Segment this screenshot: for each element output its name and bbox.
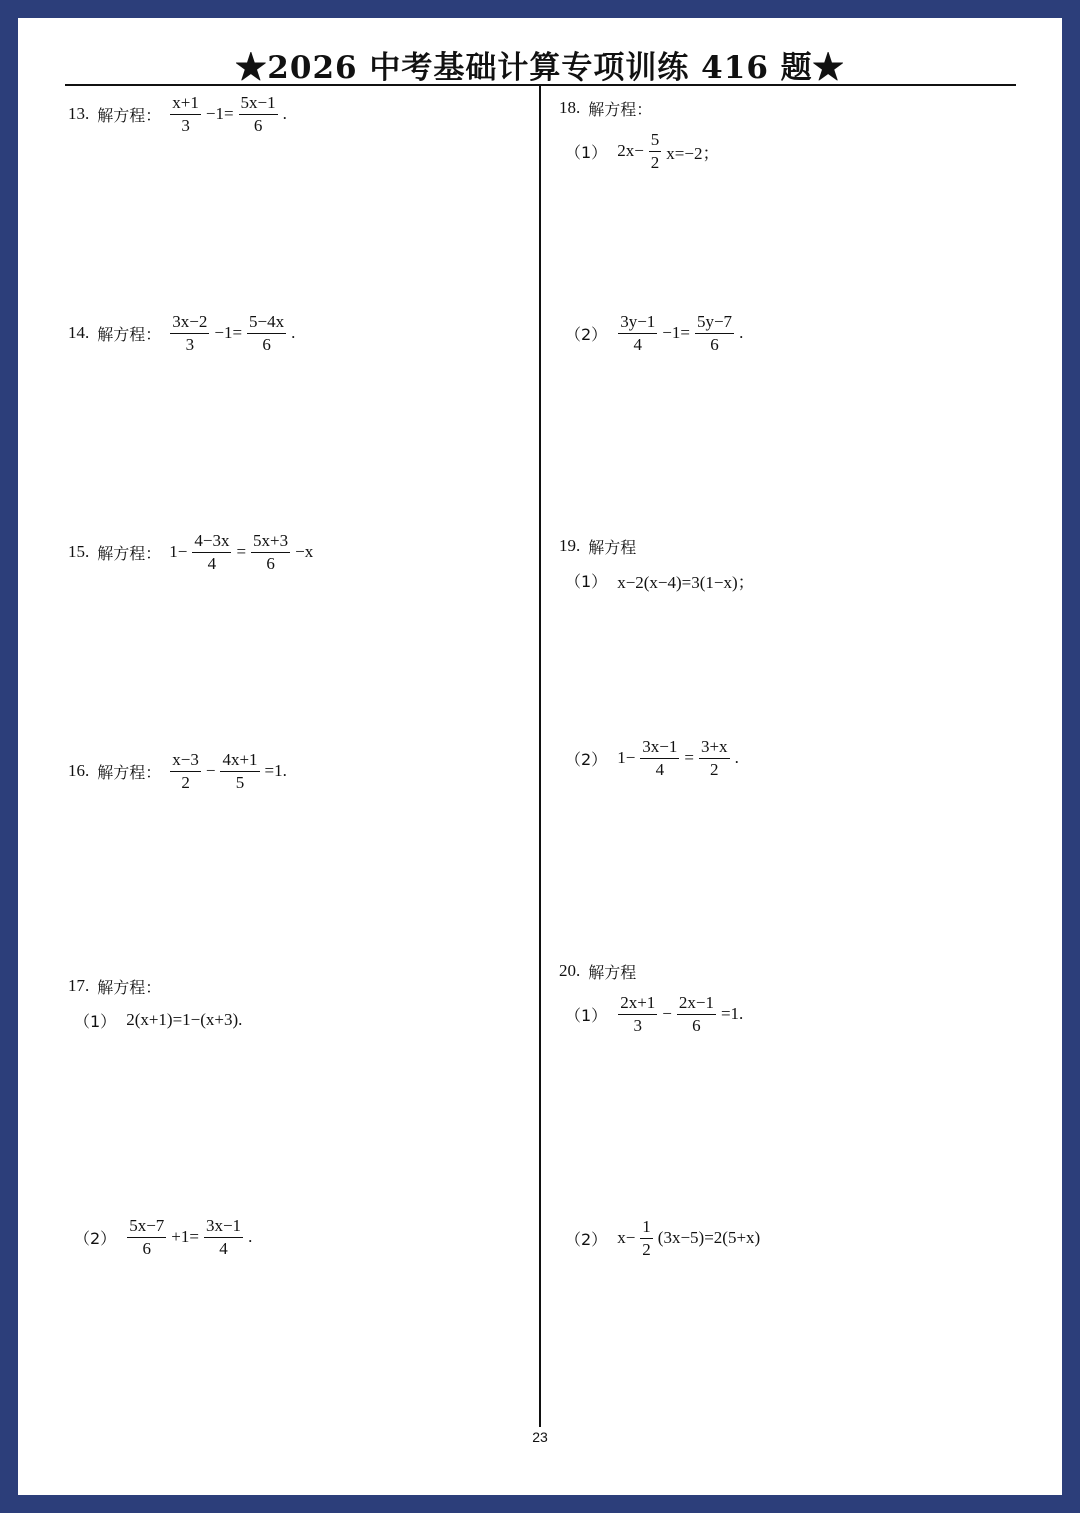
fraction	[192, 532, 231, 573]
numerator: 3y−1	[618, 313, 657, 334]
denominator: 5	[235, 772, 245, 792]
sub-problem-2	[559, 309, 745, 357]
equation-start: 1−	[617, 748, 636, 767]
sub-problem-2	[559, 734, 741, 782]
denominator: 2	[650, 152, 660, 172]
problem-13	[68, 90, 289, 138]
equation-end: x=−2；	[666, 143, 720, 163]
problem-number: 19.	[559, 536, 581, 555]
fraction	[618, 313, 657, 354]
numerator: x−3	[170, 751, 201, 772]
numerator: 4x+1	[220, 751, 259, 772]
fraction	[170, 94, 201, 135]
problem-19	[559, 533, 757, 595]
fraction	[695, 313, 734, 354]
problem-label: 解方程	[588, 537, 637, 557]
sub-number: （1）	[565, 142, 608, 162]
numerator: 3+x	[699, 738, 730, 759]
denominator: 4	[219, 1238, 228, 1258]
operator: −	[205, 761, 216, 780]
equation-end: =1.	[264, 761, 287, 780]
sub-number: （1）	[74, 1011, 117, 1031]
problem-20-part-2	[559, 1214, 762, 1262]
sub-problem-1	[559, 990, 745, 1038]
denominator: 6	[253, 115, 263, 135]
denominator: 2	[181, 772, 190, 792]
equation-end: .	[282, 104, 287, 123]
problem-18-part-2	[559, 309, 745, 357]
problem-17	[68, 973, 244, 1035]
problem-19-part-2	[559, 734, 741, 782]
problem-label: 解方程	[588, 962, 637, 982]
numerator: 3x−2	[170, 313, 209, 334]
fraction	[239, 94, 278, 135]
numerator: 5y−7	[695, 313, 734, 334]
problem-label: 解方程：	[97, 324, 162, 344]
denominator: 4	[655, 759, 665, 779]
sub-problem-2	[68, 1213, 254, 1261]
numerator: 5x−7	[127, 1217, 166, 1238]
numerator: 5	[649, 131, 662, 152]
denominator: 6	[266, 553, 275, 573]
denominator: 6	[710, 334, 719, 354]
problem-number: 20.	[559, 961, 581, 980]
problem-number: 14.	[68, 323, 90, 342]
operator: −1=	[662, 323, 690, 342]
equation-end: −x	[295, 542, 314, 561]
problem-label: 解方程：	[97, 105, 162, 125]
problem-number: 13.	[68, 104, 90, 123]
sub-number: （1）	[565, 571, 608, 591]
numerator: x+1	[170, 94, 201, 115]
fraction	[699, 738, 730, 779]
problem-number: 16.	[68, 761, 90, 780]
denominator: 3	[185, 334, 195, 354]
problem-number: 18.	[559, 98, 581, 117]
equation: 2(x+1)=1−(x+3).	[126, 1010, 243, 1029]
numerator: 5x+3	[251, 532, 290, 553]
equation-end: =1.	[720, 1004, 744, 1023]
fraction	[247, 313, 286, 354]
problem-label: 解方程：	[97, 762, 162, 782]
fraction	[127, 1217, 166, 1258]
page-number: 23	[532, 1429, 548, 1445]
equation-end: .	[734, 748, 739, 767]
equation-start: 2x−	[617, 141, 644, 160]
equation-end: (3x−5)=2(5+x)	[657, 1228, 761, 1247]
fraction	[251, 532, 290, 573]
denominator: 2	[642, 1239, 651, 1259]
equation-end: .	[248, 1227, 253, 1246]
numerator: 1	[640, 1218, 653, 1239]
fraction	[170, 313, 209, 354]
numerator: 4−3x	[192, 532, 231, 553]
page-title: ★2026 中考基础计算专项训练 416 题★	[235, 50, 845, 86]
problem-15	[68, 528, 315, 576]
problem-number: 15.	[68, 542, 90, 561]
problem-number: 17.	[68, 976, 90, 995]
denominator: 4	[633, 334, 642, 354]
numerator: 2x+1	[618, 994, 657, 1015]
sub-number: （2）	[565, 749, 608, 769]
sub-number: （1）	[565, 1005, 608, 1025]
sub-number: （2）	[565, 324, 608, 344]
numerator: 3x−1	[640, 738, 679, 759]
denominator: 2	[710, 759, 719, 779]
sub-problem-1	[68, 1005, 244, 1035]
equation-start: x−	[617, 1228, 636, 1247]
denominator: 6	[262, 334, 271, 354]
fraction	[640, 1218, 653, 1259]
denominator: 6	[692, 1015, 701, 1035]
problem-label: 解方程：	[97, 543, 162, 563]
fraction	[677, 994, 716, 1035]
denominator: 3	[633, 1015, 642, 1035]
equation: x−2(x−4)=3(1−x)；	[617, 572, 755, 592]
numerator: 3x−1	[204, 1217, 243, 1238]
worksheet-page	[18, 18, 1062, 1495]
sub-problem-1	[559, 127, 721, 175]
denominator: 4	[207, 553, 217, 573]
problem-label: 解方程：	[588, 99, 653, 119]
equation-end: .	[739, 323, 744, 342]
problem-14	[68, 309, 297, 357]
operator: =	[236, 542, 247, 561]
equation-start: 1−	[169, 542, 188, 561]
operator: =	[684, 748, 694, 767]
numerator: 2x−1	[677, 994, 716, 1015]
problem-label: 解方程：	[97, 977, 162, 997]
fraction	[204, 1217, 243, 1258]
fraction	[170, 751, 201, 792]
numerator: 5x−1	[239, 94, 278, 115]
denominator: 3	[181, 115, 190, 135]
numerator: 5−4x	[247, 313, 286, 334]
sub-problem-1	[559, 565, 757, 595]
problem-17-part-2	[68, 1213, 254, 1261]
fraction	[618, 994, 657, 1035]
operator: −1=	[214, 323, 243, 342]
operator: −1=	[205, 104, 234, 123]
operator: +1=	[171, 1227, 199, 1246]
problem-18	[559, 95, 721, 175]
sub-problem-2	[559, 1214, 762, 1262]
fraction	[640, 738, 679, 779]
equation-end: .	[291, 323, 296, 342]
fraction	[649, 131, 662, 172]
problem-16	[68, 747, 289, 795]
problem-20	[559, 958, 745, 1038]
denominator: 6	[142, 1238, 151, 1258]
sub-number: （2）	[565, 1229, 608, 1249]
column-divider	[539, 86, 541, 1427]
operator: −	[662, 1004, 672, 1023]
fraction	[220, 751, 259, 792]
sub-number: （2）	[74, 1228, 117, 1248]
